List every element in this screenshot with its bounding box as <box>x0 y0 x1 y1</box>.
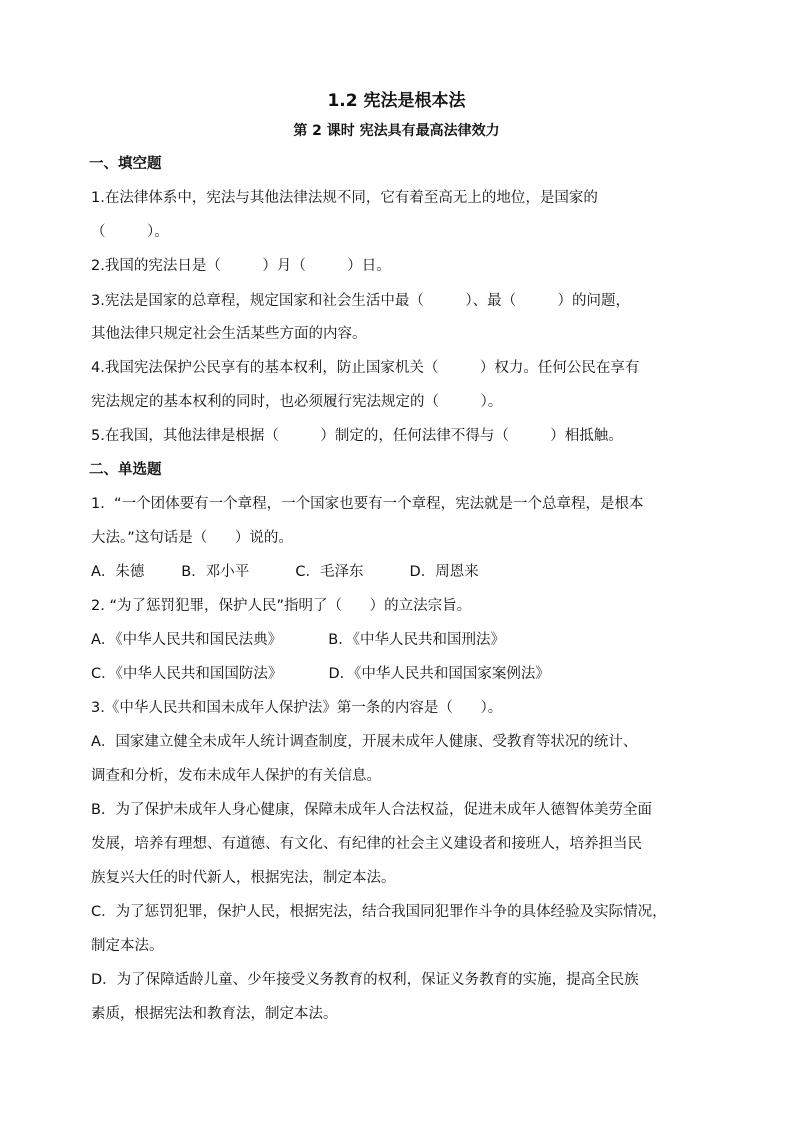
question-text: 2.我国的宪法日是（ ）月（ ）日。 <box>91 258 391 274</box>
answer-option-d: 素质，根据宪法和教育法，制定本法。 <box>91 1006 338 1022</box>
answer-options: A．朱德 B．邓小平 C．毛泽东 D．周恩来 <box>91 564 479 580</box>
answer-option-b: 发展，培养有理想、有道德、有文化、有纪律的社会主义建设者和接班人，培养担当民 <box>91 836 642 852</box>
answer-option-a: A．国家建立健全未成年人统计调查制度，开展未成年人健康、受教育等状况的统计、 <box>91 734 638 750</box>
answer-options: A．《中华人民共和国民法典》 B．《中华人民共和国刑法》 <box>91 632 505 648</box>
answer-options: C．《中华人民共和国国防法》 D．《中华人民共和国国家案例法》 <box>91 666 550 682</box>
answer-option-d: D．为了保障适龄儿童、少年接受义务教育的权利，保证义务教育的实施，提高全民族 <box>91 972 639 988</box>
answer-option-c: 制定本法。 <box>91 938 164 954</box>
question-stem: 1. “一个团体要有一个章程，一个国家也要有一个章程，宪法就是一个总章程，是根本 <box>91 496 644 512</box>
section-heading-single-choice: 二、单选题 <box>89 462 162 478</box>
section-heading-fill-blank: 一、填空题 <box>89 156 162 172</box>
answer-option-b: 族复兴大任的时代新人，根据宪法，制定本法。 <box>91 870 396 886</box>
page-title: 1.2 宪法是根本法 <box>327 91 466 111</box>
question-text: 5.在我国，其他法律是根据（ ）制定的，任何法律不得与（ ）相抵触。 <box>91 428 623 444</box>
question-stem: 2. “为了惩罚犯罪，保护人民”指明了（ ）的立法宗旨。 <box>91 598 472 614</box>
answer-option-b: B．为了保护未成年人身心健康，保障未成年人合法权益，促进未成年人德智体美劳全面 <box>91 802 652 818</box>
question-text: 3.宪法是国家的总章程，规定国家和社会生活中最（ ）、最（ ）的问题， <box>91 293 631 309</box>
question-text: 宪法规定的基本权利的同时，也必须履行宪法规定的（ ）。 <box>91 394 503 410</box>
question-text: 4.我国宪法保护公民享有的基本权利，防止国家机关（ ）权力。任何公民在享有 <box>91 360 640 376</box>
question-text: 1.在法律体系中，宪法与其他法律法规不同，它有着至高无上的地位，是国家的 <box>91 190 598 206</box>
question-stem: 大法。”这句话是（ ）说的。 <box>91 530 293 546</box>
question-text: （ ）。 <box>91 224 169 240</box>
question-stem: 3.《中华人民共和国未成年人保护法》第一条的内容是（ ）。 <box>91 700 503 716</box>
question-text: 其他法律只规定社会生活某些方面的内容。 <box>91 326 367 342</box>
answer-option-a: 调查和分析，发布未成年人保护的有关信息。 <box>91 768 381 784</box>
page-subtitle: 第 2 课时 宪法具有最高法律效力 <box>293 123 500 139</box>
answer-option-c: C．为了惩罚犯罪，保护人民，根据宪法，结合我国同犯罪作斗争的具体经验及实际情况， <box>91 904 667 920</box>
